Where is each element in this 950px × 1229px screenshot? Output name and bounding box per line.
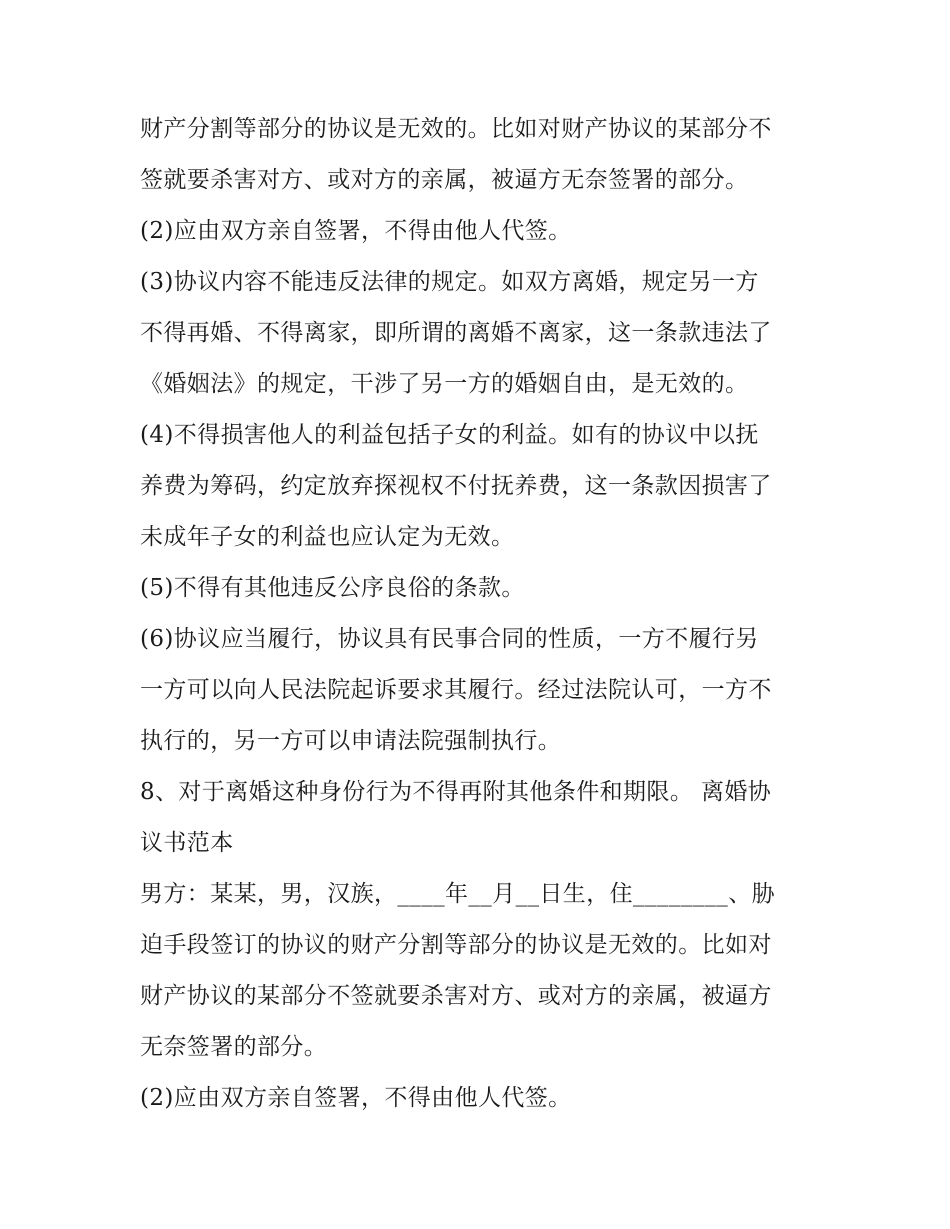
- document-body: [140, 104, 820, 1124]
- text-line: 签就要杀害对方、或对方的亲属，被逼方无奈签署的部分。: [140, 167, 749, 193]
- text-line: 一方可以向人民法院起诉要求其履行。经过法院认可，一方不: [140, 677, 772, 703]
- text-line: 议书范本: [140, 830, 234, 856]
- text-line: (4)不得损害他人的利益包括子女的利益。如有的协议中以抚: [140, 422, 759, 448]
- text-line: 执行的，另一方可以申请法院强制执行。: [140, 728, 562, 754]
- text-line: 《婚姻法》的规定，干涉了另一方的婚姻自由，是无效的。: [140, 371, 749, 397]
- text-line: 8、对于离婚这种身份行为不得再附其他条件和期限。 离婚协: [140, 779, 772, 805]
- text-line: (3)协议内容不能违反法律的规定。如双方离婚，规定另一方: [140, 269, 759, 295]
- text-line: (5)不得有其他违反公序良俗的条款。: [140, 575, 525, 601]
- text-line: 不得再婚、不得离家，即所谓的离婚不离家，这一条款违法了: [140, 320, 772, 346]
- text-line: (2)应由双方亲自签署，不得由他人代签。: [140, 218, 572, 244]
- text-line: 迫手段签订的协议的财产分割等部分的协议是无效的。比如对: [140, 932, 772, 958]
- text-line: 养费为筹码，约定放弃探视权不付抚养费，这一条款因损害了: [140, 473, 772, 499]
- text-line: 未成年子女的利益也应认定为无效。: [140, 524, 515, 550]
- text-line: (6)协议应当履行，协议具有民事合同的性质，一方不履行另: [140, 626, 759, 652]
- text-line: 无奈签署的部分。: [140, 1034, 328, 1060]
- text-line: 男方：某某，男，汉族，____年__月__日生，住________、胁: [140, 881, 775, 907]
- text-line: (2)应由双方亲自签署，不得由他人代签。: [140, 1085, 572, 1111]
- text-line: 财产协议的某部分不签就要杀害对方、或对方的亲属，被逼方: [140, 983, 772, 1009]
- text-line: 财产分割等部分的协议是无效的。比如对财产协议的某部分不: [140, 116, 772, 142]
